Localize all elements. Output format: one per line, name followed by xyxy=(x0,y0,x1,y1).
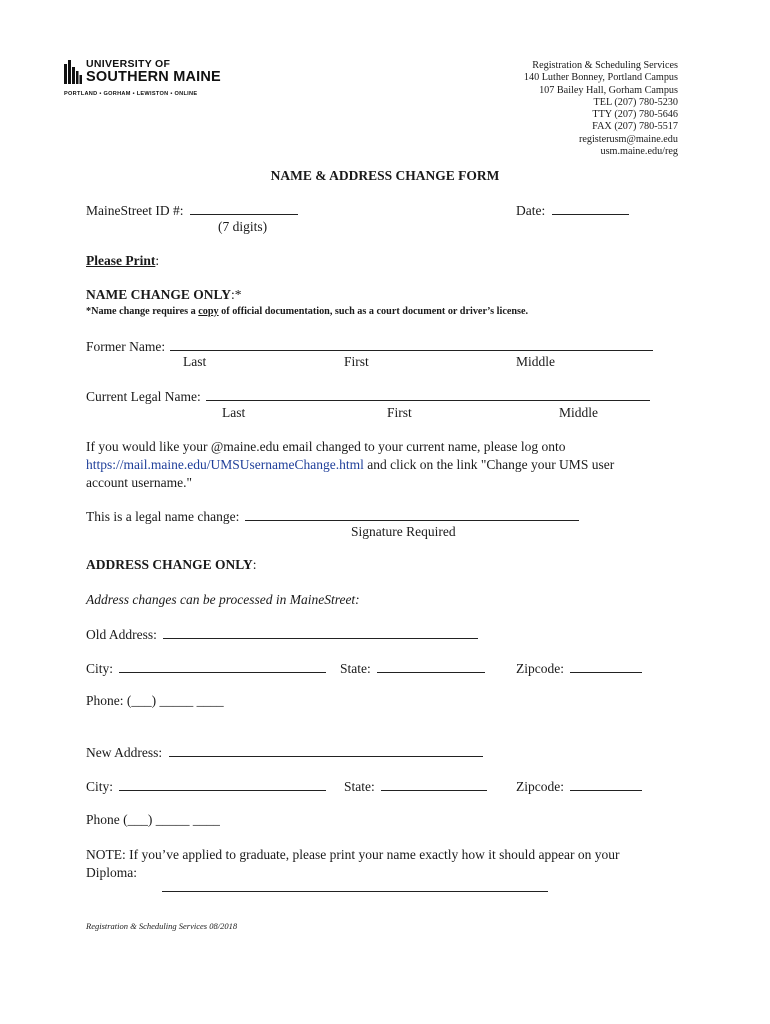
date-row xyxy=(516,202,629,219)
new-address-field[interactable] xyxy=(169,744,483,757)
new-state-label: State: xyxy=(344,779,375,794)
address-change-heading-suffix: : xyxy=(252,557,257,572)
old-city-field[interactable] xyxy=(119,660,326,673)
address-change-heading xyxy=(86,557,257,573)
old-address-label: Old Address: xyxy=(86,627,157,642)
contact-office: Registration & Scheduling Services xyxy=(532,60,678,71)
new-zip-field[interactable] xyxy=(570,778,642,791)
former-name-field[interactable] xyxy=(170,338,653,351)
new-address-label: New Address: xyxy=(86,745,163,760)
current-name-row xyxy=(86,388,650,405)
contact-block xyxy=(524,60,678,158)
contact-email: registerusm@maine.edu xyxy=(578,133,678,145)
university-logo xyxy=(86,58,221,85)
former-col-last: Last xyxy=(183,354,207,369)
address-change-heading-text: ADDRESS CHANGE ONLY xyxy=(86,557,253,572)
old-state-label: State: xyxy=(340,661,371,676)
old-zip-row xyxy=(516,660,642,677)
new-address-row xyxy=(86,744,483,761)
id-label: MaineStreet ID #: xyxy=(86,203,184,218)
note-copy: copy xyxy=(198,306,219,317)
address-note: Address changes can be processed in MaineStreet: xyxy=(86,592,360,607)
contact-address1: 140 Luther Bonney, Portland Campus xyxy=(523,72,678,84)
please-print xyxy=(86,253,159,269)
new-phone-field[interactable]: Phone (___) _____ ____ xyxy=(86,812,220,827)
id-row xyxy=(86,202,298,219)
logo-line-southern-maine: SOUTHERN MAINE xyxy=(86,69,221,85)
contact-address2: 107 Bailey Hall, Gorham Campus xyxy=(539,84,678,96)
current-name-label: Current Legal Name: xyxy=(86,389,201,404)
current-name-field[interactable] xyxy=(206,388,650,401)
diploma-name-field[interactable] xyxy=(162,891,548,892)
former-col-first: First xyxy=(344,354,369,369)
please-print-colon: : xyxy=(155,253,160,268)
footer-text: Registration & Scheduling Services 08/2018 xyxy=(86,921,238,931)
email-text2: and click on the link "Change your UMS user xyxy=(363,457,615,472)
legal-change-row xyxy=(86,508,579,525)
building-columns-icon xyxy=(64,60,82,84)
old-state-field[interactable] xyxy=(377,660,485,673)
old-city-row xyxy=(86,660,326,677)
old-address-row xyxy=(86,626,478,643)
graduate-note-line2: Diploma: xyxy=(86,865,137,880)
former-name-label: Former Name: xyxy=(86,339,166,354)
please-print-label: Please Print xyxy=(86,253,156,268)
old-address-field[interactable] xyxy=(163,626,478,639)
name-change-heading-suffix: :* xyxy=(231,287,242,302)
new-state-field[interactable] xyxy=(381,778,487,791)
old-city-label: City: xyxy=(86,661,114,676)
legal-change-label: This is a legal name change: xyxy=(86,509,240,524)
name-change-note xyxy=(86,306,528,317)
former-col-middle: Middle xyxy=(516,354,555,369)
new-zip-row xyxy=(516,778,642,795)
name-change-heading xyxy=(86,287,242,303)
new-city-row xyxy=(86,778,326,795)
ums-username-link[interactable]: https://mail.maine.edu/UMSUsernameChange.html xyxy=(86,457,364,472)
contact-tel: TEL (207) 780-5230 xyxy=(593,96,678,108)
logo-line-university-of: UNIVERSITY OF xyxy=(86,58,171,70)
old-zip-field[interactable] xyxy=(570,660,642,673)
logo-campuses: PORTLAND • GORHAM • LEWISTON • ONLINE xyxy=(64,91,198,97)
contact-web: usm.maine.edu/reg xyxy=(600,146,678,158)
email-text1: If you would like your @maine.edu email changed to your current name, please log onto xyxy=(86,439,566,454)
graduate-note-line1: NOTE: If you’ve applied to graduate, please print your name exactly how it should appear on your xyxy=(86,847,620,862)
signature-hint: Signature Required xyxy=(351,524,456,539)
new-zip-label: Zipcode: xyxy=(516,779,564,794)
form-title: NAME & ADDRESS CHANGE FORM xyxy=(270,168,500,183)
contact-fax: FAX (207) 780-5517 xyxy=(592,121,678,133)
email-paragraph xyxy=(86,438,614,492)
new-state-row xyxy=(344,778,487,795)
contact-tty: TTY (207) 780-5646 xyxy=(592,109,678,121)
date-label: Date: xyxy=(516,203,546,218)
note-after: of official documentation, such as a court document or driver’s license. xyxy=(218,306,529,317)
email-text3: account username." xyxy=(86,475,192,490)
note-before: *Name change requires a xyxy=(86,306,199,317)
old-state-row xyxy=(340,660,485,677)
graduate-note xyxy=(86,846,619,882)
signature-field[interactable] xyxy=(245,508,579,521)
current-col-last: Last xyxy=(222,405,246,420)
new-city-field[interactable] xyxy=(119,778,326,791)
current-col-middle: Middle xyxy=(559,405,598,420)
old-phone-field[interactable]: Phone: (___) _____ ____ xyxy=(86,693,224,708)
new-city-label: City: xyxy=(86,779,114,794)
former-name-row xyxy=(86,338,653,355)
id-hint: (7 digits) xyxy=(218,219,268,234)
date-field[interactable] xyxy=(552,202,629,215)
old-zip-label: Zipcode: xyxy=(516,661,564,676)
current-col-first: First xyxy=(387,405,412,420)
name-change-heading-text: NAME CHANGE ONLY xyxy=(86,287,232,302)
id-field[interactable] xyxy=(190,202,298,215)
